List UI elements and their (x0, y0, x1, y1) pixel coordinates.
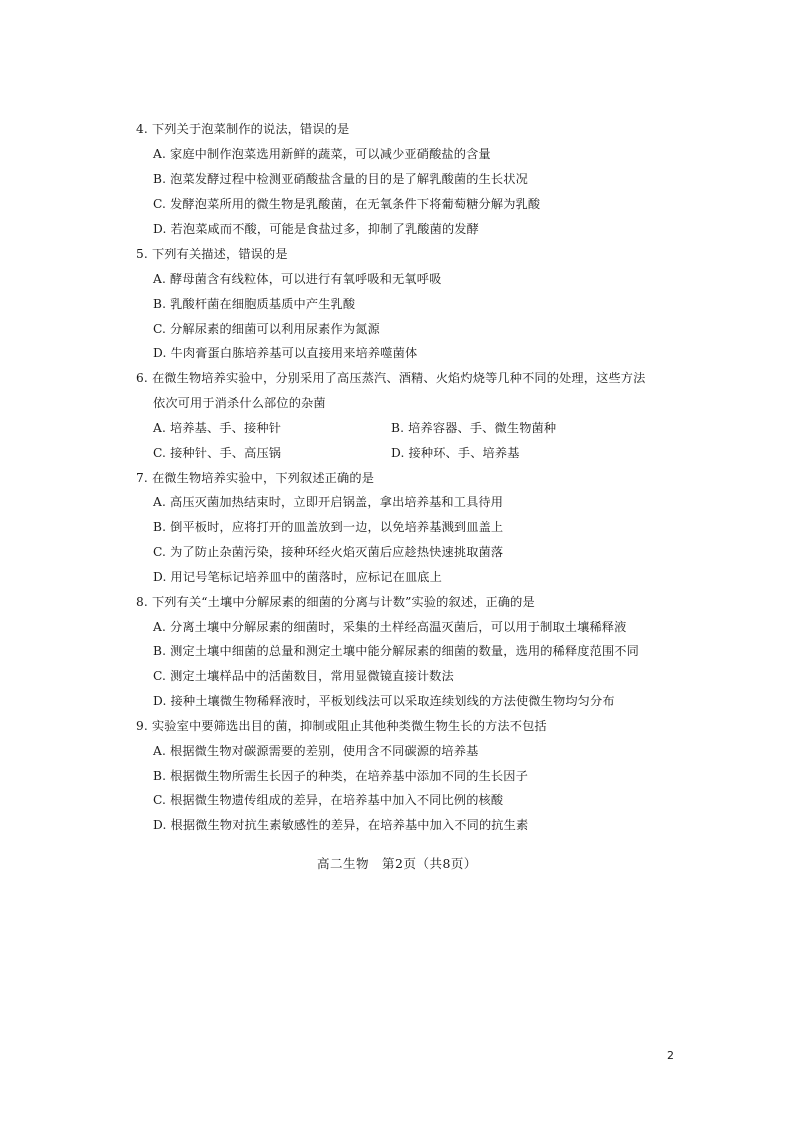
question-9-option-c: C. 根据微生物遗传组成的差异，在培养基中加入不同比例的核酸 (153, 793, 504, 807)
question-7-option-b: B. 倒平板时，应将打开的皿盖放到一边，以免培养基溅到皿盖上 (153, 520, 504, 534)
question-9-option-d: D. 根据微生物对抗生素敏感性的差异，在培养基中加入不同的抗生素 (153, 818, 529, 832)
page-number: 2 (667, 1049, 674, 1062)
page-footer: 高二生物 第2页（共8页） (317, 856, 477, 871)
question-6-stem: 6. 在微生物培养实验中，分别采用了高压蒸汽、酒精、火焰灼烧等几种不同的处理，这些方法 (136, 371, 646, 385)
question-7-option-d: D. 用记号笔标记培养皿中的菌落时，应标记在皿底上 (153, 570, 442, 584)
question-8-option-a: A. 分离土壤中分解尿素的细菌时，采集的土样经高温灭菌后，可以用于制取土壤稀释液 (153, 620, 627, 634)
question-5-option-a: A. 酵母菌含有线粒体，可以进行有氧呼吸和无氧呼吸 (153, 272, 442, 286)
question-5-option-d: D. 牛肉膏蛋白胨培养基可以直接用来培养噬菌体 (153, 346, 418, 360)
question-8-option-d: D. 接种土壤微生物稀释液时，平板划线法可以采取连续划线的方法使微生物均匀分布 (153, 694, 615, 708)
question-6-stem-continued: 依次可用于消杀什么部位的杂菌 (153, 396, 326, 410)
question-6-option-b: B. 培养容器、手、微生物菌种 (391, 421, 557, 435)
question-7-option-a: A. 高压灭菌加热结束时，立即开启锅盖，拿出培养基和工具待用 (153, 495, 504, 509)
question-6-option-d: D. 接种环、手、培养基 (391, 446, 520, 460)
question-4-option-c: C. 发酵泡菜所用的微生物是乳酸菌，在无氧条件下将葡萄糖分解为乳酸 (153, 197, 541, 211)
question-4-option-a: A. 家庭中制作泡菜选用新鲜的蔬菜，可以减少亚硝酸盐的含量 (153, 147, 491, 161)
question-8-option-c: C. 测定土壤样品中的活菌数目，常用显微镜直接计数法 (153, 669, 454, 683)
question-4-stem: 4. 下列关于泡菜制作的说法，错误的是 (136, 122, 350, 136)
question-8-option-b: B. 测定土壤中细菌的总量和测定土壤中能分解尿素的细菌的数量，选用的稀释度范围不同 (153, 644, 639, 658)
question-9-stem: 9. 实验室中要筛选出目的菌，抑制或阻止其他种类微生物生长的方法不包括 (136, 719, 547, 733)
question-8-stem: 8. 下列有关“土壤中分解尿素的细菌的分离与计数”实验的叙述，正确的是 (136, 595, 535, 609)
question-9-option-a: A. 根据微生物对碳源需要的差别，使用含不同碳源的培养基 (153, 744, 479, 758)
question-6-option-a: A. 培养基、手、接种针 (153, 421, 282, 435)
question-6-option-c: C. 接种针、手、高压锅 (153, 446, 282, 460)
question-7-stem: 7. 在微生物培养实验中，下列叙述正确的是 (136, 471, 375, 485)
question-5-option-c: C. 分解尿素的细菌可以利用尿素作为氮源 (153, 322, 380, 336)
question-5-stem: 5. 下列有关描述，错误的是 (136, 247, 288, 261)
question-4-option-b: B. 泡菜发酵过程中检测亚硝酸盐含量的目的是了解乳酸菌的生长状况 (153, 172, 528, 186)
question-4-option-d: D. 若泡菜咸而不酸，可能是食盐过多，抑制了乳酸菌的发酵 (153, 222, 479, 236)
question-9-option-b: B. 根据微生物所需生长因子的种类，在培养基中添加不同的生长因子 (153, 769, 528, 783)
question-7-option-c: C. 为了防止杂菌污染，接种环经火焰灭菌后应趁热快速挑取菌落 (153, 545, 504, 559)
question-5-option-b: B. 乳酸杆菌在细胞质基质中产生乳酸 (153, 297, 356, 311)
